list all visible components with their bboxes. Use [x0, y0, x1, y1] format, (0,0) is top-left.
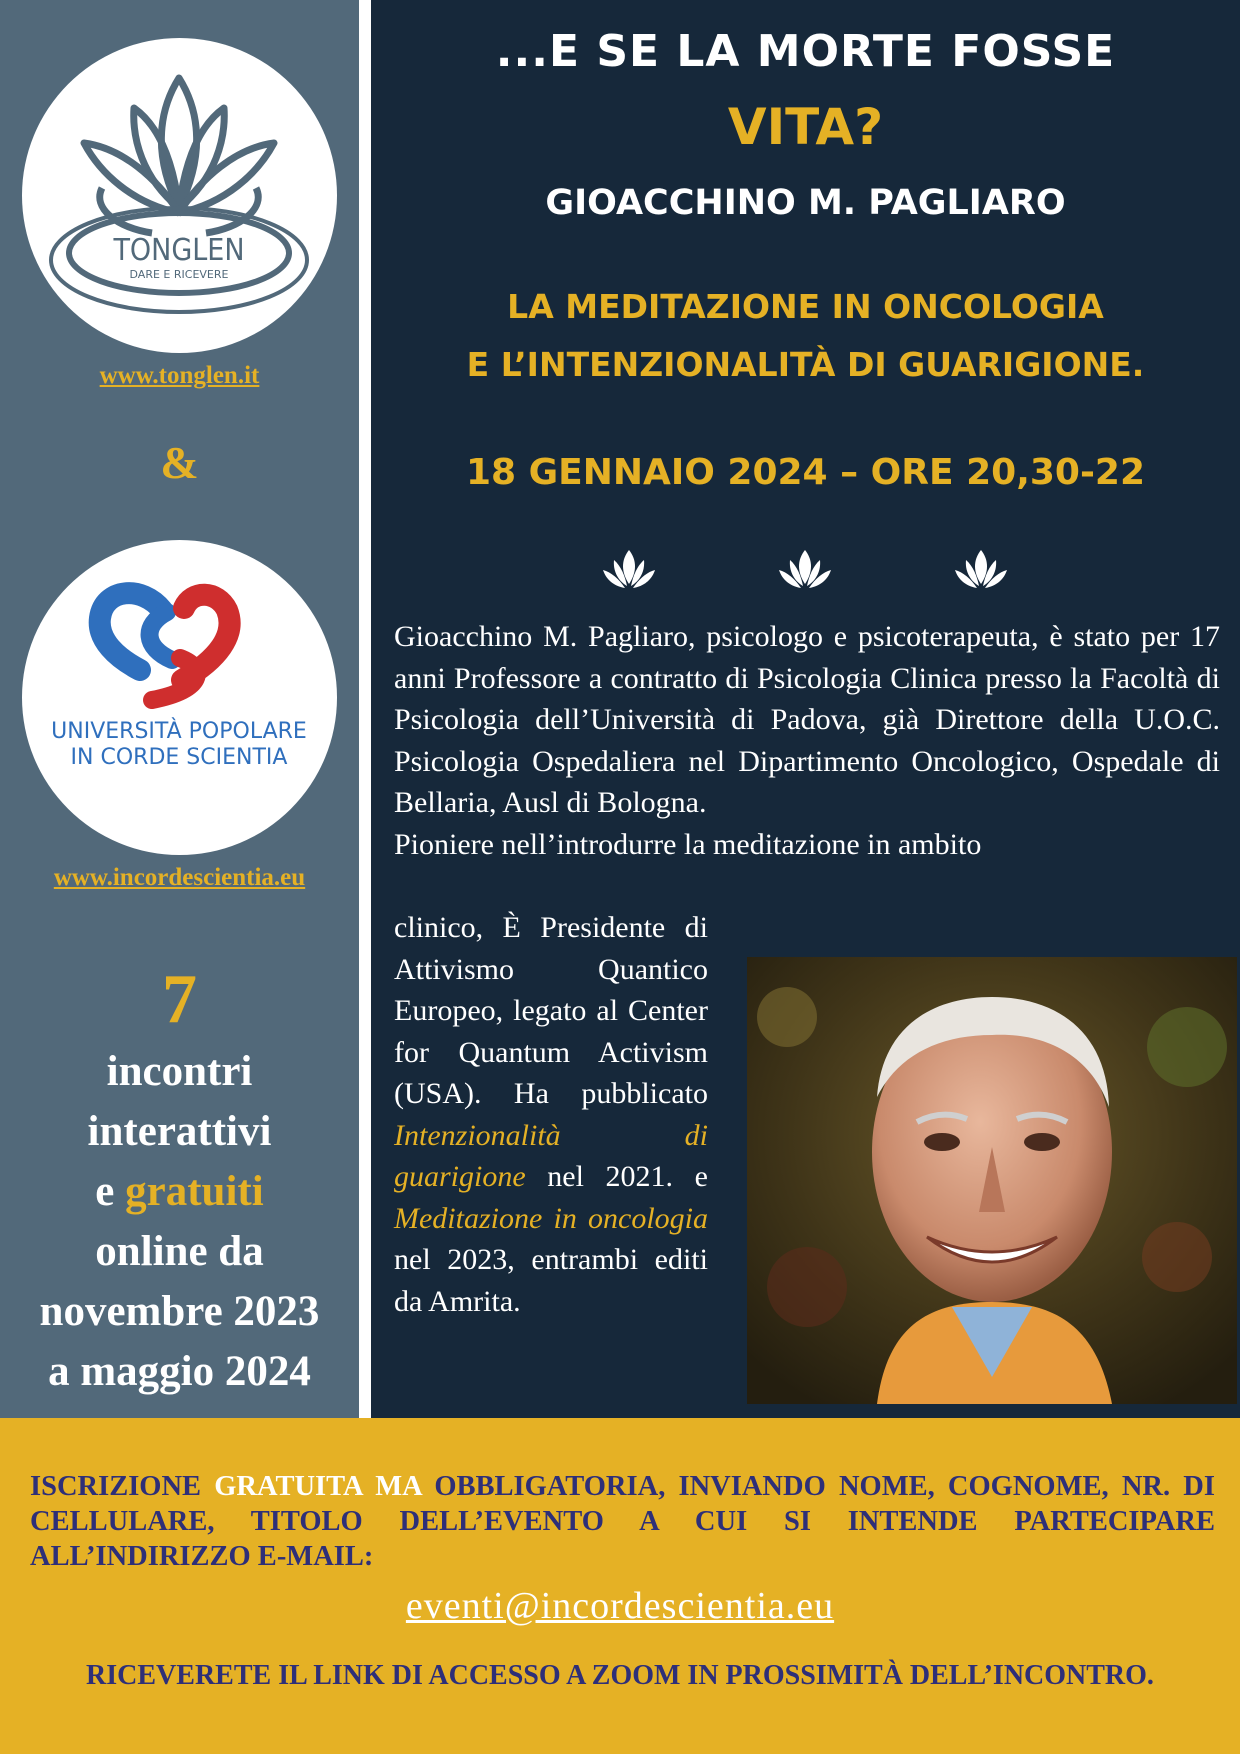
tonglen-logo: [22, 38, 337, 353]
title-line2: VITA?: [727, 98, 884, 156]
speaker-photo: [747, 957, 1237, 1404]
bio-text: [394, 616, 1220, 865]
zoom-note: RICEVERETE IL LINK DI ACCESSO A ZOOM IN PROSSIMITÀ DELL’INCONTRO.: [86, 1660, 1154, 1691]
reg-text: OBBLIGATORIA: [434, 1471, 659, 1502]
tonglen-link[interactable]: www.tonglen.it: [99, 362, 260, 389]
reg-text: , INVIANDO NOME, COGNOME, NR. DI CELLULARE, TITOLO DELL’EVENTO A CUI SI INTENDE PARTECIPARE ALL’INDIRIZZO E-MAIL:: [30, 1471, 1215, 1572]
tonglen-logo-tagline: DARE E RICEVERE: [129, 268, 229, 281]
topic-title: [371, 278, 1240, 394]
bio-paragraph: Gioacchino M. Pagliaro, psicologo e psicoterapeuta, è stato per 17 anni Professore a contratto di Psicologia Clinica presso la Facoltà di Psicologia dell’Università di Padova, già Direttore della U.O.C. Psicologia Ospedaliera nel Dipartimento Oncologico, Ospedale di Bellaria, Ausl di Bologna.: [394, 620, 1220, 819]
free-highlight: gratuiti: [125, 1168, 264, 1215]
meetings-line: interattivi: [87, 1108, 272, 1155]
book-title: Intenzionalità di guarigione: [394, 1118, 708, 1193]
meetings-line: [0, 1162, 359, 1222]
meetings-line: a maggio 2024: [48, 1348, 311, 1395]
meetings-description: [0, 1042, 359, 1402]
topic-line1: LA MEDITAZIONE IN ONCOLOGIA: [507, 287, 1104, 326]
meetings-count: 7: [162, 961, 197, 1038]
tonglen-logo-name: TONGLEN: [113, 233, 245, 268]
bio-text-part: nel 2021. e: [525, 1160, 708, 1193]
portrait-image: [747, 957, 1237, 1404]
meetings-line: online da: [95, 1228, 264, 1275]
reg-text-white: GRATUITA MA: [214, 1471, 435, 1502]
bio-text-part: nel 2023, entrambi editi da Amrita.: [394, 1243, 708, 1318]
meetings-line-pre: e: [95, 1168, 126, 1215]
title-line1: ...E SE LA MORTE FOSSE: [495, 26, 1116, 77]
speaker-name: GIOACCHINO M. PAGLIARO: [545, 183, 1066, 223]
univ-link[interactable]: www.incordescientia.eu: [53, 864, 306, 891]
lotus-icon: [777, 546, 833, 592]
univ-logo: [22, 540, 337, 855]
book-title: Meditazione in oncologia: [394, 1201, 708, 1235]
bio-paragraph: Pioniere nell’introdurre la meditazione in ambito: [394, 827, 982, 861]
topic-line2: E L’INTENZIONALITÀ DI GUARIGIONE.: [466, 345, 1145, 384]
reg-text: ISCRIZIONE: [30, 1471, 215, 1502]
meetings-line: novembre 2023: [39, 1288, 320, 1335]
bio-text-narrow: [394, 907, 708, 1322]
event-date: 18 GENNAIO 2024 – ORE 20,30-22: [465, 452, 1146, 493]
meetings-line: incontri: [106, 1048, 253, 1095]
ampersand: &: [160, 437, 199, 488]
lotus-icon: [22, 38, 337, 353]
lotus-ornaments: [371, 546, 1240, 596]
lotus-icon: [953, 546, 1009, 592]
email-link[interactable]: eventi@incordescientia.eu: [405, 1585, 835, 1627]
registration-info: [30, 1469, 1215, 1574]
panel-divider: [359, 0, 371, 1418]
heart-link-icon: [22, 540, 337, 855]
bio-text-part: clinico, È Presidente di Attivismo Quantico Europeo, legato al Center for Quantum Activism (USA). Ha pubblicato: [394, 911, 708, 1110]
univ-logo-line1: UNIVERSITÀ POPOLARE: [51, 719, 307, 744]
lotus-icon: [601, 546, 657, 592]
univ-logo-line2: IN CORDE SCIENTIA: [70, 745, 288, 770]
